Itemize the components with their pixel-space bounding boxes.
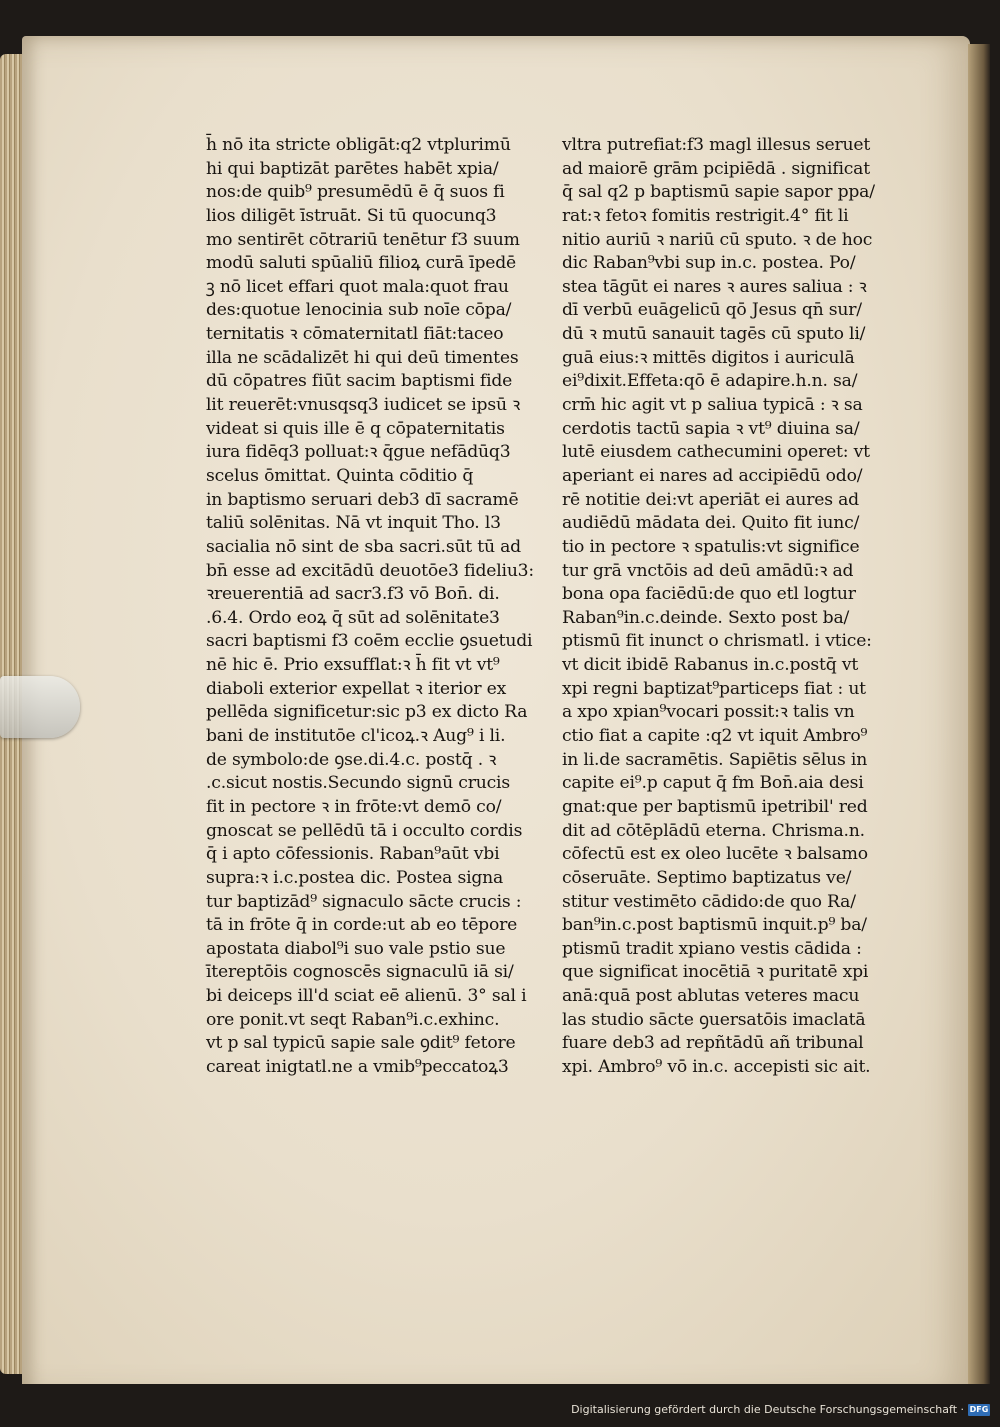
text-line: cōseruāte. Septimo baptizatus ve/ xyxy=(562,867,852,888)
text-line: lutē eiusdem cathecumini operet: vt xyxy=(562,442,870,463)
text-line: ban⁹in.c.post baptismū inquit.p⁹ ba/ xyxy=(562,915,867,936)
text-line: sacialia nō sint de sba sacri.sūt tū ad xyxy=(206,536,521,557)
text-line: capite ei⁹.p caput q̄ fm Bon̄.aia desi xyxy=(562,773,864,794)
text-line: Raban⁹in.c.deinde. Sexto post ba/ xyxy=(562,607,850,628)
text-line: cōfectū est ex oleo lucēte ꝛ balsamo xyxy=(562,844,868,865)
text-line: taliū solēnitas. Nā vt inquit Tho. l3 xyxy=(206,513,501,534)
text-line: nos:de quib⁹ presumēdū ē q̄ suos fi xyxy=(206,182,505,203)
text-line: careat inigtatl.ne a vmib⁹peccatoꝝ3 xyxy=(206,1056,509,1077)
text-line: audiēdū mādata dei. Quito fit iunc/ xyxy=(562,513,860,534)
text-line: fuare deb3 ad repñtādū añ tribunal xyxy=(562,1033,864,1054)
text-line: iura fidēq3 polluat:ꝛ q̄gue nefādūq3 xyxy=(206,442,511,463)
text-line: bona opa faciēdū:de quo etl logtur xyxy=(562,584,856,605)
text-line: a xpo xpian⁹vocari possit:ꝛ talis vn xyxy=(562,702,855,723)
text-line: aperiant ei nares ad accipiēdū odo/ xyxy=(562,465,863,486)
text-line: dic Raban⁹vbi sup in.c. postea. Po/ xyxy=(562,253,856,274)
text-line: lit reuerēt:vnusqsq3 iudicet se ipsū ꝛ xyxy=(206,395,521,416)
text-line: modū saluti spūaliū filioꝝ curā īpedē xyxy=(206,253,517,274)
text-line: ītereptōis cognoscēs signaculū iā si/ xyxy=(206,962,514,983)
text-line: in baptismo seruari deb3 dī sacramē xyxy=(206,489,519,510)
text-line: .c.sicut nostis.Secundo signū crucis xyxy=(206,773,510,794)
text-line: las studio sācte ꝯuersatōis imaclatā xyxy=(562,1009,866,1030)
text-line: mo sentirēt cōtrariū tenētur f3 suum xyxy=(206,229,520,250)
dfg-logo: DFG xyxy=(969,1404,989,1414)
text-line: tur baptizād⁹ signaculo sācte crucis : xyxy=(206,891,522,912)
funding-credit xyxy=(571,1403,990,1416)
text-line: ad maiorē grām pcipiēdā . significat xyxy=(562,158,870,179)
text-line: stea tāgūt ei nares ꝛ aures saliua : ꝛ xyxy=(562,276,867,297)
text-line: dī verbū euāgelicū qō Jesus qn̄ sur/ xyxy=(562,300,862,321)
text-line: pellēda significetur:sic p3 ex dicto Ra xyxy=(206,702,528,723)
text-line: rē notitie dei:vt aperiāt ei aures ad xyxy=(562,489,859,510)
text-line: .6.4. Ordo eoꝝ q̄ sūt ad solēnitate3 xyxy=(206,607,500,628)
text-line: gnat:que per baptismū ipetribil' red xyxy=(562,796,868,817)
text-line: tur grā vnctōis ad deū amādū:ꝛ ad xyxy=(562,560,854,581)
credit-text: Digitalisierung gefördert durch die Deutsche Forschungsgemeinschaft · xyxy=(571,1403,964,1416)
text-line: stitur vestimēto cādido:de quo Ra/ xyxy=(562,891,856,912)
text-line: nitio auriū ꝛ nariū cū sputo. ꝛ de hoc xyxy=(562,229,873,250)
text-line: videat si quis ille ē q cōpaternitatis xyxy=(206,418,505,439)
text-line: fit in pectore ꝛ in frōte:vt demō co/ xyxy=(206,796,502,817)
page-holder-clip xyxy=(0,676,80,738)
text-line: ꝫ nō licet effari quot mala:quot frau xyxy=(206,276,509,297)
text-line: ore ponit.vt seqt Raban⁹i.c.exhinc. xyxy=(206,1009,500,1030)
book-gutter xyxy=(968,44,990,1394)
text-line: vt dicit ibidē Rabanus in.c.postq̄ vt xyxy=(562,655,859,676)
text-line: diaboli exterior expellat ꝛ iterior ex xyxy=(206,678,507,699)
text-line: in li.de sacramētis. Sapiētis sēlus in xyxy=(562,749,868,770)
text-line: bani de institutōe cl'icoꝝ.ꝛ Aug⁹ i li. xyxy=(206,726,506,747)
text-line: de symbolo:de ꝯse.di.4.c. postq̄ . ꝛ xyxy=(206,749,497,770)
text-line: xpi regni baptizat⁹particeps fiat : ut xyxy=(562,678,866,699)
text-line: xpi. Ambro⁹ vō in.c. accepisti sic ait. xyxy=(562,1056,871,1077)
text-line: crm̄ hic agit vt p saliua typicā : ꝛ sa xyxy=(562,395,863,416)
text-line: dū ꝛ mutū sanauit tagēs cū sputo li/ xyxy=(562,324,866,345)
text-line: ctio fiat a capite :q2 vt iquit Ambro⁹ xyxy=(562,726,868,747)
text-line: que significat inocētiā ꝛ puritatē xpi xyxy=(562,962,869,983)
text-line: gnoscat se pellēdū tā i occulto cordis xyxy=(206,820,523,841)
text-line: q̄ sal q2 p baptismū sapie sapor ppa/ xyxy=(562,182,875,203)
text-line: dū cōpatres fiūt sacim baptismi fide xyxy=(206,371,513,392)
text-line: guā eius:ꝛ mittēs digitos i auriculā xyxy=(562,347,855,368)
text-line: hi qui baptizāt parētes habēt xpia/ xyxy=(206,158,499,179)
text-line: cerdotis tactū sapia ꝛ vt⁹ diuina sa/ xyxy=(562,418,860,439)
text-line: vt p sal typicū sapie sale ꝯdit⁹ fetore xyxy=(206,1033,516,1054)
text-line: h̄ nō ita stricte obligāt:q2 vtplurimū xyxy=(206,135,511,155)
text-line: bi deiceps ill'd sciat eē alienū. 3° sal i xyxy=(206,986,527,1007)
text-line: tā in frōte q̄ in corde:ut ab eo tēpore xyxy=(206,915,518,936)
text-line: scelus ōmittat. Quinta cōditio q̄ xyxy=(206,465,474,486)
text-column-right xyxy=(562,134,875,1080)
text-line: ptismū tradit xpiano vestis cādida : xyxy=(562,938,862,959)
text-line: supra:ꝛ i.c.postea dic. Postea signa xyxy=(206,867,504,888)
text-line: q̄ i apto cōfessionis. Raban⁹aūt vbi xyxy=(206,844,500,865)
text-line: sacri baptismi f3 coēm ecclie ꝯsuetudi xyxy=(206,631,533,652)
text-line: apostata diabol⁹i suo vale pstio sue xyxy=(206,938,506,959)
text-line: ptismū fit inunct o chrismatl. i vtice: xyxy=(562,631,872,652)
text-line: lios diligēt īstruāt. Si tū quocunq3 xyxy=(206,205,497,226)
text-line: ꝛreuerentiā ad sacr3.f3 vō Bon̄. di. xyxy=(206,584,500,605)
text-line: bn̄ esse ad excitādū deuotōe3 fideliu3: xyxy=(206,560,535,581)
text-column-left xyxy=(206,134,535,1080)
text-line: tio in pectore ꝛ spatulis:vt significe xyxy=(562,536,860,557)
text-line: dit ad cōtēplādū eterna. Chrisma.n. xyxy=(562,820,865,841)
text-line: ei⁹dixit.Effeta:qō ē adapire.h.n. sa/ xyxy=(562,371,858,392)
text-line: illa ne scādalizēt hi qui deū timentes xyxy=(206,347,519,368)
text-line: anā:quā post ablutas veteres macu xyxy=(562,986,860,1007)
text-line: des:quotue lenocinia sub noīe cōpa/ xyxy=(206,300,512,321)
text-line: vltra putrefiat:f3 magl illesus seruet xyxy=(562,135,871,155)
text-line: ternitatis ꝛ cōmaternitatl fiāt:taceo xyxy=(206,324,504,345)
text-line: nē hic ē. Prio exsufflat:ꝛ h̄ fit vt vt⁹ xyxy=(206,655,500,676)
text-line: rat:ꝛ fetoꝛ fomitis restrigit.4° fit li xyxy=(562,205,849,226)
